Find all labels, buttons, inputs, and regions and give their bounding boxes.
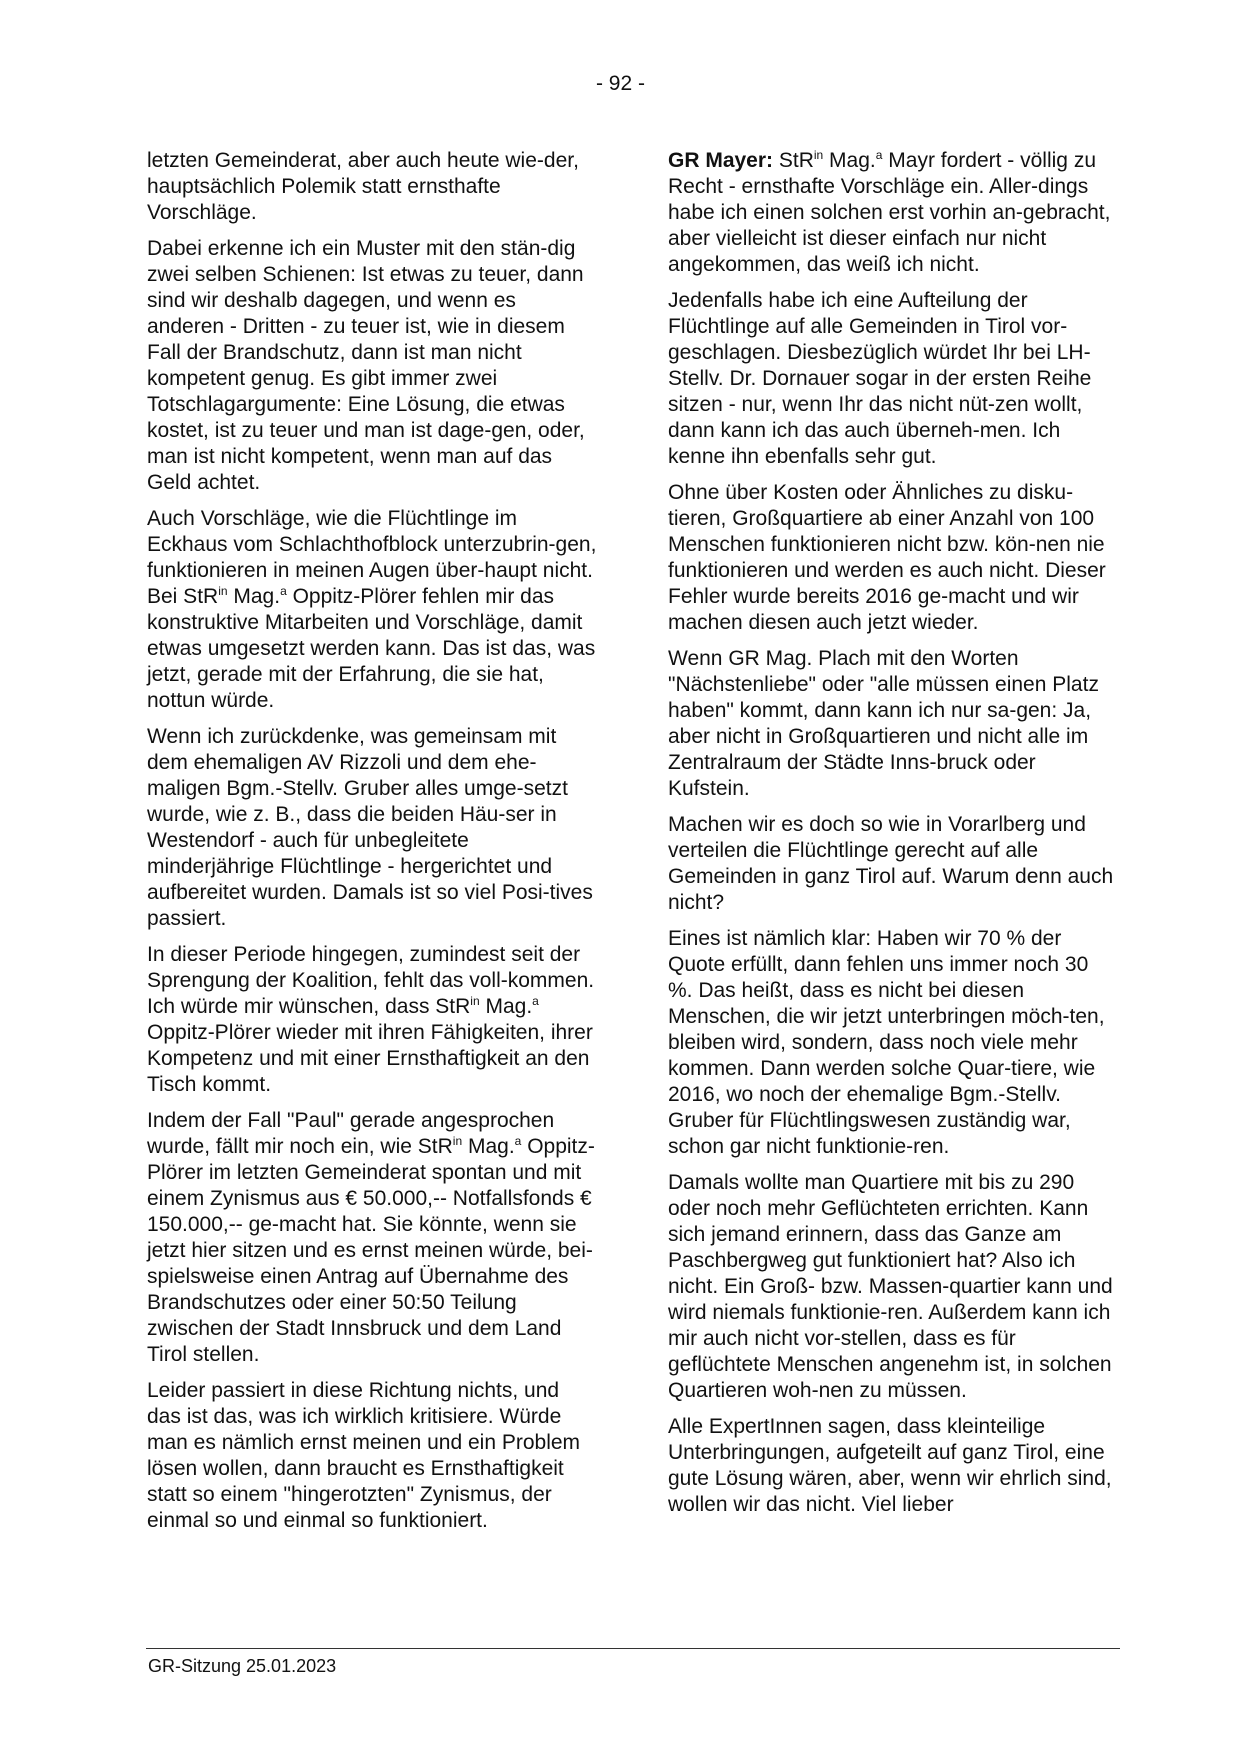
superscript: a [532,994,539,1008]
paragraph: letzten Gemeinderat, aber auch heute wie-der, hauptsächlich Polemik statt ernsthafte Vorschläge. [147,149,579,224]
speaker-name: GR Mayer: [668,149,774,172]
footer-divider [146,1648,1120,1649]
page-number: - 92 - [595,72,645,95]
paragraph-text: Oppitz-Plörer wieder mit ihren Fähigkeiten, ihrer Kompetenz und mit einer Ernsthaftigkeit an den Tisch kommt. [147,1021,593,1096]
paragraph-text: Mayr fordert - völlig zu Recht - ernsthafte Vorschläge ein. Aller-dings habe ich einen solchen erst vorhin an-gebracht, aber vielleicht ist dieser einfach nur nicht angekommen, das weiß ich nicht. [668,149,1111,276]
superscript: a [280,584,287,598]
paragraph: Jedenfalls habe ich eine Aufteilung der Flüchtlinge auf alle Gemeinden in Tirol vor-geschlagen. Diesbezüglich würdet Ihr bei LH-Stellv. Dr. Dornauer sogar in der ersten Reihe sitzen - nur, wenn Ihr das nicht nüt-zen wollt, dann kann ich das auch überneh-men. Ich kenne ihn ebenfalls sehr gut. [668,289,1092,468]
footer-session-date: GR-Sitzung 25.01.2023 [148,1656,337,1676]
paragraph-text: Mag. [479,995,533,1018]
paragraph-text: StR [773,149,814,172]
paragraph-text: In dieser Periode hingegen, zumindest seit der Sprengung der Koalition, fehlt das voll-kommen. Ich würde mir wünschen, dass StR [147,943,595,1018]
paragraph [147,506,597,714]
paragraph-text: Mag. [823,149,876,172]
superscript: in [470,994,480,1008]
paragraph: Ohne über Kosten oder Ähnliches zu disku-tieren, Großquartiere ab einer Anzahl von 100 Menschen funktionieren nicht bzw. kön-nen nie funktionieren und werden es auch nicht. Dieser Fehler wurde bereits 2016 ge-macht und wir machen diesen auch jetzt wieder. [668,481,1106,634]
paragraph-text: Oppitz-Plörer fehlen mir das konstruktive Mitarbeiten und Vorschläge, damit etwas umgesetzt werden kann. Das ist das, was jetzt, gerade mit der Erfahrung, die sie hat, nottun würde. [147,585,596,712]
paragraph-text: Auch Vorschläge, wie die Flüchtlinge im Eckhaus vom Schlachthofblock unterzubrin-gen, funktionieren in meinen Augen über-haupt nicht. Bei StR [147,507,597,608]
paragraph-text: Oppitz-Plörer im letzten Gemeinderat spontan und mit einem Zynismus aus € 50.000,-- Notfallsfonds € 150.000,-- ge-macht hat. Sie könnte, wenn sie jetzt hier sitzen und es ernst meinen würde, bei-spielsweise einen Antrag auf Übernahme des Brandschutzes oder einer 50:50 Teilung zwischen der Stadt Innsbruck und dem Land Tirol stellen. [147,1135,595,1366]
paragraph [147,942,597,1098]
superscript: in [218,584,228,598]
paragraph-text: Mag. [227,585,281,608]
paragraph-text: Mag. [462,1135,515,1158]
superscript: in [452,1134,463,1148]
paragraph: Eines ist nämlich klar: Haben wir 70 % der Quote erfüllt, dann fehlen uns immer noch 30 %. Das heißt, dass es nicht bei diesen Menschen, die wir jetzt unterbringen möch-ten, bleiben wird, sondern, dass noch viele mehr kommen. Dann werden solche Quar-tiere, wie 2016, wo noch der ehemalige Bgm.-Stellv. Gruber für Flüchtlingswesen zuständig war, schon gar nicht funktionie-ren. [668,927,1105,1158]
superscript: in [813,148,824,162]
right-column [668,148,1118,1528]
superscript: a [514,1134,522,1148]
paragraph [668,148,1118,278]
paragraph: Damals wollte man Quartiere mit bis zu 290 oder noch mehr Geflüchteten errichten. Kann sich jemand erinnern, dass das Ganze am Paschbergweg gut funktioniert hat? Also ich nicht. Ein Groß- bzw. Massen-quartier kann und wird niemals funktionie-ren. Außerdem kann ich mir auch nicht vor-stellen, dass es für geflüchtete Menschen angenehm ist, in solchen Quartieren woh-nen zu müssen. [668,1171,1113,1402]
paragraph: Alle ExpertInnen sagen, dass kleinteilige Unterbringungen, aufgeteilt auf ganz Tirol, eine gute Lösung wären, aber, wenn wir ehrlich sind, wollen wir das nicht. Viel lieber [668,1415,1112,1516]
superscript: a [875,148,883,162]
paragraph: Wenn GR Mag. Plach mit den Worten "Nächstenliebe" oder "alle müssen einen Platz haben" kommt, dann kann ich nur sa-gen: Ja, aber nicht in Großquartieren und nicht alle im Zentralraum der Städte Inns-bruck oder Kufstein. [668,647,1099,800]
paragraph-text: Indem der Fall "Paul" gerade angesprochen wurde, fällt mir noch ein, wie StR [147,1109,555,1158]
paragraph: Machen wir es doch so wie in Vorarlberg und verteilen die Flüchtlinge gerecht auf alle Gemeinden in ganz Tirol auf. Warum denn auch nicht? [668,813,1114,914]
paragraph: Dabei erkenne ich ein Muster mit den stän-dig zwei selben Schienen: Ist etwas zu teuer, dann sind wir deshalb dagegen, und wenn es anderen - Dritten - zu teuer ist, wie in diesem Fall der Brandschutz, dann ist man nicht kompetent genug. Es gibt immer zwei Totschlagargumente: Eine Lösung, die etwas kostet, ist zu teuer und man ist dage-gen, oder, man ist nicht kompetent, wenn man auf das Geld achtet. [147,237,585,494]
paragraph: Wenn ich zurückdenke, was gemeinsam mit dem ehemaligen AV Rizzoli und dem ehe-maligen Bgm.-Stellv. Gruber alles umge-setzt wurde, wie z. B., dass die beiden Häu-ser in Westendorf - auch für unbegleitete minderjährige Flüchtlinge - hergerichtet und aufbereitet wurden. Damals ist so viel Posi-tives passiert. [147,725,593,930]
paragraph: Leider passiert in diese Richtung nichts, und das ist das, was ich wirklich kritisiere. Würde man es nämlich ernst meinen und ein Problem lösen wollen, dann braucht es Ernsthaftigkeit statt so einem "hingerotzten" Zynismus, der einmal so und einmal so funktioniert. [147,1379,581,1532]
left-column [147,148,597,1544]
paragraph [147,1108,597,1368]
